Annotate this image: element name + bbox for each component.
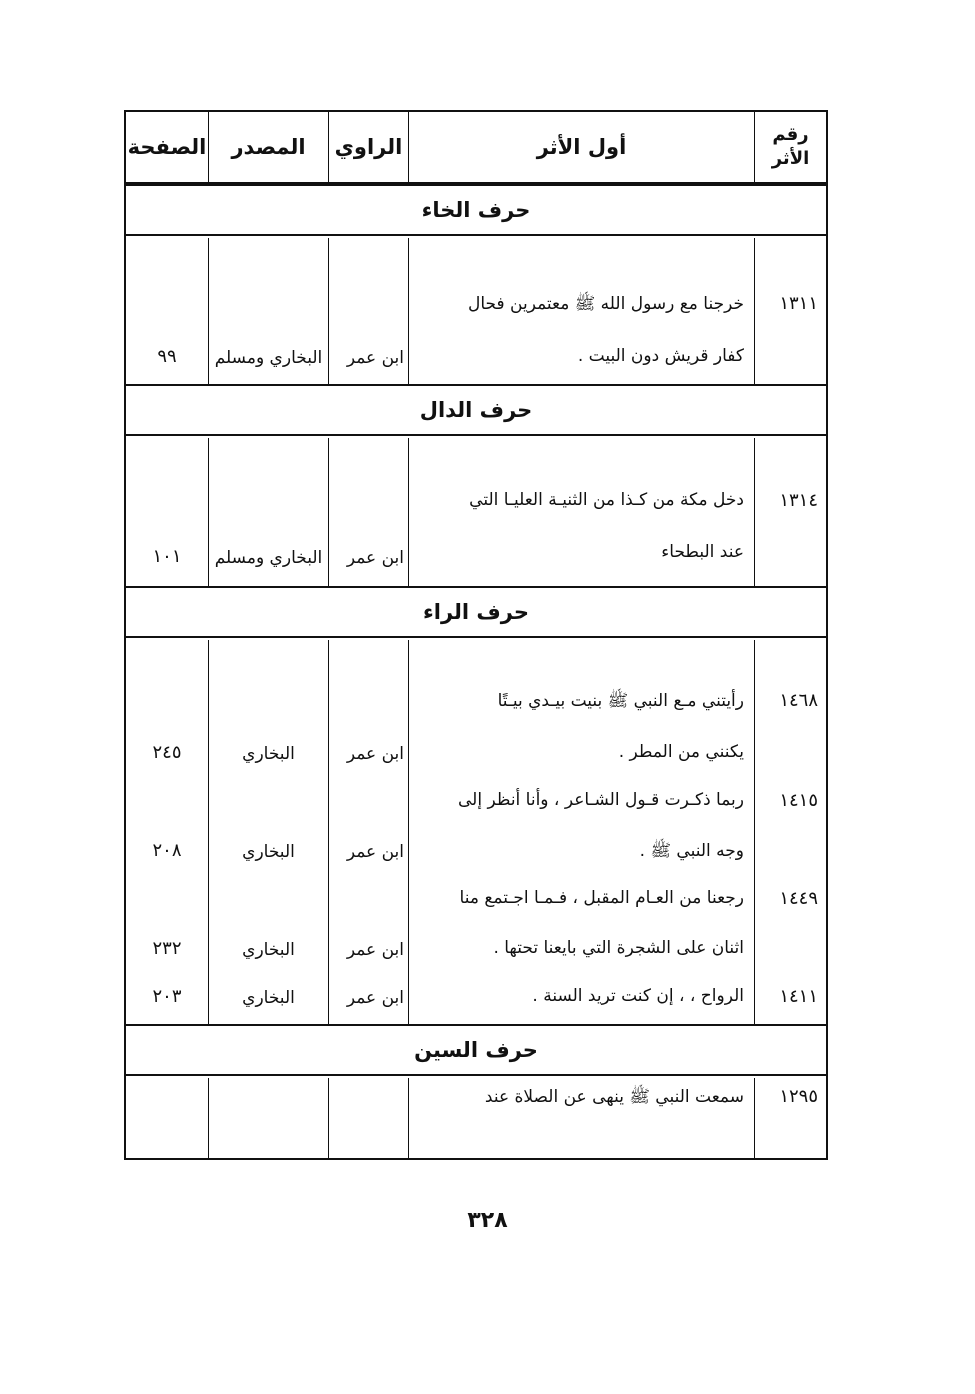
entry-page: ١٠١ — [152, 546, 182, 567]
entry-source-cell — [208, 438, 328, 586]
entry-text-line: رجعنا من العـام المقبل ، فـمـا اجـتمع منا — [459, 888, 744, 908]
entry-narrator-cell — [328, 1078, 408, 1158]
entry-text-line: دخل مكة من كـذا من الثنيـة العليـا التي — [469, 490, 744, 510]
entry-text-line: خرجنا مع رسول الله ﷺ معتمرين فحال — [467, 294, 744, 314]
table-row — [126, 1078, 826, 1158]
entry-source-cell — [208, 238, 328, 384]
entry-text-line: وجه النبي ﷺ . — [639, 841, 744, 861]
entry-number-cell — [754, 640, 826, 1024]
entry-narrator: ابن عمر — [346, 842, 404, 862]
entry-narrator: ابن عمر — [346, 548, 404, 568]
entry-source: البخاري — [242, 842, 295, 862]
header-num-line1: رقم — [772, 124, 809, 145]
entry-source: البخاري ومسلم — [214, 348, 323, 368]
entry-text-cell — [408, 238, 754, 384]
entry-page-cell — [126, 238, 208, 384]
entry-text-cell — [408, 640, 754, 1024]
entry-number: ١٤٦٨ — [779, 690, 818, 711]
section-title: حرف السين — [126, 1024, 826, 1076]
entry-number: ١٣١١ — [779, 293, 818, 314]
entry-text-cell — [408, 1078, 754, 1158]
section-title: حرف الراء — [126, 586, 826, 638]
entry-source: البخاري — [242, 744, 295, 764]
entry-text-line: كفار قريش دون البيت . — [577, 346, 744, 366]
entry-text-line: رأيتني مـع النبي ﷺ بنيت بيـدي بيـتًا — [497, 691, 744, 711]
header-source: المصدر — [208, 112, 328, 182]
table-row — [126, 238, 826, 384]
entry-page: ٩٩ — [157, 346, 177, 367]
entry-number-cell — [754, 438, 826, 586]
header-num-line2: الأثر — [771, 148, 810, 169]
entry-narrator-cell — [328, 640, 408, 1024]
entry-page-cell — [126, 438, 208, 586]
entry-number: ١٤١٥ — [779, 790, 818, 811]
table-header — [126, 112, 826, 184]
entry-number-cell — [754, 238, 826, 384]
entry-text-line: سمعت النبي ﷺ ينهى عن الصلاة عند — [484, 1087, 744, 1107]
entry-narrator: ابن عمر — [346, 988, 404, 1008]
entry-number: ١٤١١ — [779, 986, 818, 1007]
entry-page: ٢٠٨ — [152, 840, 182, 861]
entry-text-line: ربما ذكـرت قـول الشـاعر ، وأنا أنظر إلى — [458, 790, 744, 810]
entry-number: ١٢٩٥ — [779, 1086, 818, 1107]
entry-source-cell — [208, 640, 328, 1024]
entry-narrator-cell — [328, 238, 408, 384]
index-table — [124, 110, 828, 1160]
entry-number: ١٤٤٩ — [779, 888, 818, 909]
page-number: ٣٢٨ — [467, 1208, 508, 1233]
entry-source: البخاري — [242, 988, 295, 1008]
header-num — [754, 112, 826, 182]
entry-number-cell — [754, 1078, 826, 1158]
entry-number: ١٣١٤ — [779, 490, 818, 511]
entry-page-cell — [126, 640, 208, 1024]
entry-narrator: ابن عمر — [346, 348, 404, 368]
entry-narrator: ابن عمر — [346, 744, 404, 764]
header-text: أول الأثر — [408, 112, 754, 182]
table-row — [126, 640, 826, 1024]
entry-page: ٢٤٥ — [152, 742, 182, 763]
entry-text-line: عند البطحاء — [661, 542, 744, 562]
header-page: الصفحة — [127, 135, 207, 159]
entry-narrator-cell — [328, 438, 408, 586]
entry-narrator: ابن عمر — [346, 940, 404, 960]
entry-page-cell — [126, 1078, 208, 1158]
entry-source: البخاري — [242, 940, 295, 960]
entry-text-line: الرواح ، ، إن كنت تريد السنة . — [532, 986, 744, 1006]
entry-text-line: اثنان على الشجرة التي بايعنا تحتها . — [493, 938, 744, 958]
entry-source-cell — [208, 1078, 328, 1158]
section-title: حرف الخاء — [126, 184, 826, 236]
entry-text-line: يكنني من المطر . — [618, 742, 744, 762]
entry-page: ٢٠٣ — [152, 986, 182, 1007]
table-row — [126, 438, 826, 586]
section-title: حرف الدال — [126, 384, 826, 436]
header-narrator: الراوي — [328, 112, 408, 182]
entry-page: ٢٣٢ — [152, 938, 182, 959]
entry-source: البخاري ومسلم — [214, 548, 323, 568]
entry-text-cell — [408, 438, 754, 586]
